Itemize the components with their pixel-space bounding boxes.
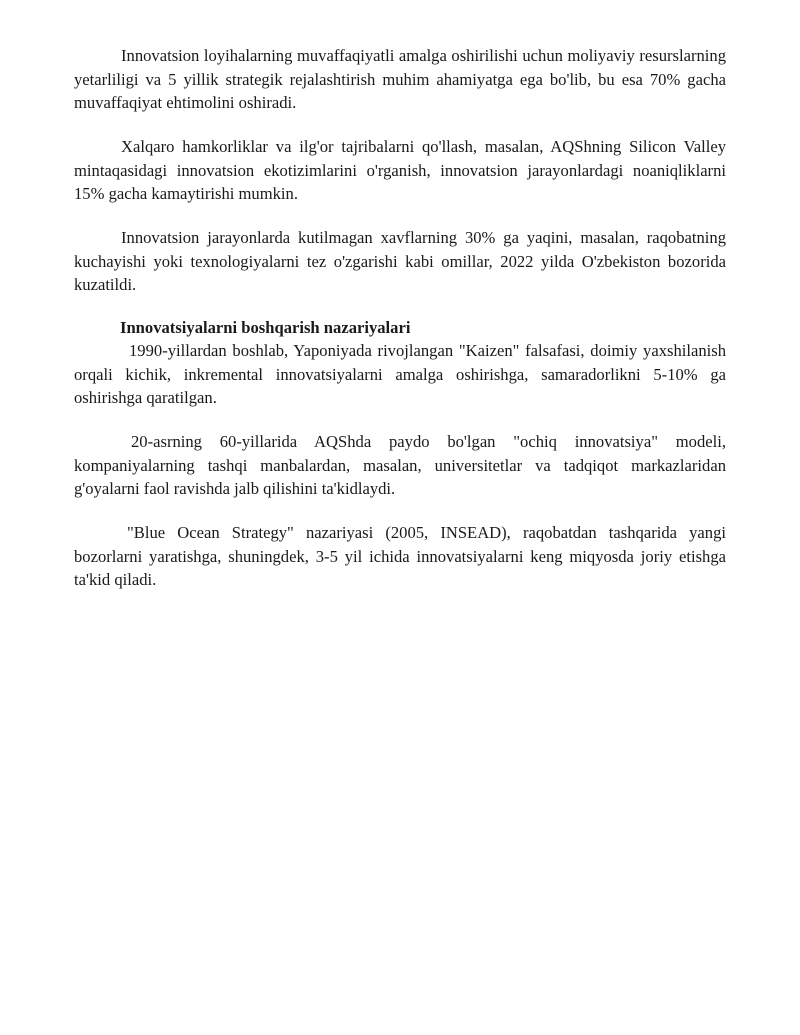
paragraph-unexpected-risks: Innovatsion jarayonlarda kutilmagan xavflarning 30% ga yaqini, masalan, raqobatning kuchayishi yoki texnologiyalarni tez o'zgarishi kabi omillar, 2022 yilda O'zbekiston bozorida kuzatildi. [74, 228, 726, 294]
section-heading: Innovatsiyalarni boshqarish nazariyalari [120, 318, 411, 337]
paragraph-open-innovation: 20-asrning 60-yillarida AQShda paydo bo'lgan "ochiq innovatsiya" modeli, kompaniyalarning tashqi manbalardan, masalan, universitetlar va tadqiqot markazlaridan g'oyalarni faol ravishda jalb qilishini ta'kidlaydi. [74, 432, 726, 498]
paragraph-blue-ocean: "Blue Ocean Strategy" nazariyasi (2005, INSEAD), raqobatdan tashqarida yangi bozorlarni yaratishga, shuningdek, 3-5 yil ichida innovatsiyalarni keng miqyosda joriy etishga ta'kid qiladi. [74, 523, 726, 589]
document-body [74, 44, 726, 612]
paragraph-international-cooperation: Xalqaro hamkorliklar va ilg'or tajribalarni qo'llash, masalan, AQShning Silicon Valley mintaqasidagi innovatsion ekotizimlarini o'rganish, innovatsion jarayonlardagi noaniqliklarni 15% gacha kamaytirishi mumkin. [74, 137, 726, 203]
paragraph-financial-resources: Innovatsion loyihalarning muvaffaqiyatli amalga oshirilishi uchun moliyaviy resurslarning yetarliligi va 5 yillik strategik rejalashtirish muhim ahamiyatga ega bo'lib, bu esa 70% gacha muvaffaqiyat ehtimolini oshiradi. [74, 46, 726, 112]
paragraph-kaizen: 1990-yillardan boshlab, Yaponiyada rivojlangan "Kaizen" falsafasi, doimiy yaxshilanish orqali kichik, inkremental innovatsiyalarni amalga oshirishga, samaradorlikni 5-10% ga oshirishga qaratilgan. [74, 341, 726, 407]
